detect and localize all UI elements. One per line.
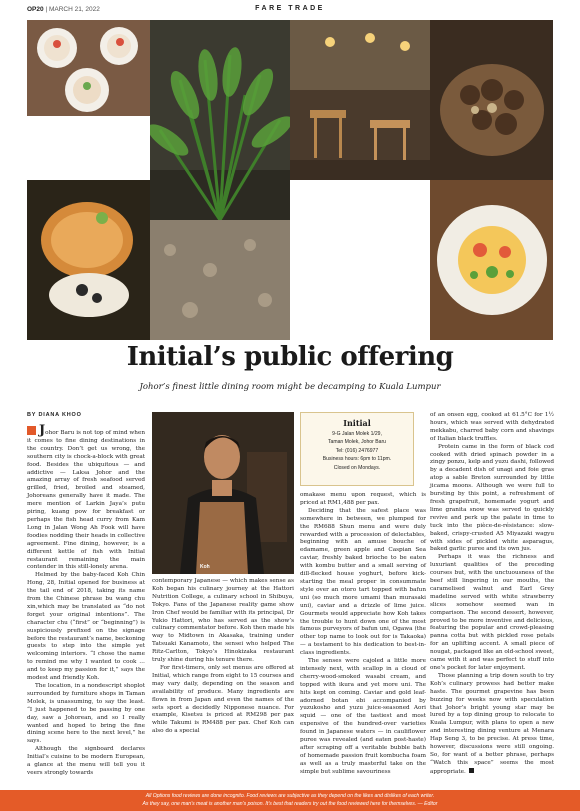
paragraph: For first-timers, only set menus are offered at Initial, which range from eight to 15 courses and may vary daily, depending on the season and availability of produce. Many ingredients are flown in from Japan and even the names of the sets sport a decidedly Nipponese nuance. For example, Kisetsu is priced at RM298 per pax while Takumi is RM488 per pax. Chef Koh can also do a special	[152, 664, 294, 735]
photo-chef-koh	[152, 412, 294, 574]
page-number-label: OP20	[27, 6, 44, 13]
info-address-1: 9-G Jalan Molek 1/29,	[332, 431, 382, 437]
info-closed: Closed on Mondays.	[333, 464, 381, 471]
article-column-2	[152, 578, 294, 736]
article-column-3	[300, 492, 426, 777]
paragraph: contemporary Japanese — which makes sense as Koh began his culinary journey at the Hattori Nutrition College, a culinary school in Shibuya, Tokyo. Fans of the Japanese reality game show Iron Chef would be familiar with its principal, Dr Yukio Hattori, who has served as the show’s culinary commentator before. Koh then made his way to Midtown in Akasaka, training under Tatsuaki Kanamoto, the sensei who helped The Ritz-Carlton, Tokyo’s Hinokizaka restaurant truly shine during his tenure there.	[152, 578, 294, 664]
info-title: Initial	[343, 418, 371, 428]
photo-dish-top-right	[430, 20, 553, 180]
disclaimer-line-2: As they say, one man’s meat is another man’s poison. It’s best that readers try out the food reviewed here for themselves. — Editor	[142, 800, 438, 807]
review-disclaimer-footer	[0, 790, 580, 811]
page-date-text: MARCH 21, 2022	[48, 6, 100, 13]
paragraph-text: Those planning a trip down south to try Koh’s culinary prowess had better make haste. The gourmet grapevine has been buzzing for weeks now with speculation that Johor’s bright young star may be lured by a top dining group to relocate to Kuala Lumpur, with plans to open a new and interesting dining venture at Menara Hap Seng 3, to be precise. At press time, however, discussions were still ongoing. So, for want of a better phrase, perhaps “Watch this space” seems the most appropriate.	[430, 672, 554, 775]
paragraph-text: ohor Baru is not top of mind when it comes to fine dining destinations in the country. Don’t get us wrong, the southern city is chock-a-block with great food. Besides the ubiquitous — and addictive — Laksa Johor and the amazing array of fresh seafood served grilled, fried, broiled and steamed, Johoreans generally have it made. The mere mention of Larkin Jaya’s putu piring, kuang pow for breakfast or perhaps the fish head curry from Kam Long in Jalan Wong Ah Fook will have foodies nodding their heads in collective agreement. Fine dining, however, is a different kettle of fish with Initial restaurant remaining the main contender in this still-lonely arena.	[27, 430, 145, 571]
paragraph: Helmed by the baby-faced Koh Chin Hong, 28, Initial opened for business at the tail end of 2018, taking its name from the Chinese phrase bu wang chu xin,which may be translated as “do not forget your original intentions”. The character chu (“first” or “beginning”) is suspiciously prefixed on the signage before the restaurant’s name, beckoning guests to step into the simple yet welcoming interiors. “I chose the name to remind me why I wanted to cook … and to keep my passion for it,” says the modest and friendly Koh.	[27, 572, 145, 682]
paragraph: The location, in a nondescript shoplot surrounded by furniture shops in Taman Molek, is unassuming, to say the least. “I just happened to be passing by one day, saw a Johorean, and so I really wanted and hoped to bring the fine dining scene here to the next level,” he says.	[27, 683, 145, 745]
disclaimer-line-1: All Options food reviews are done incognito. Food reviews are subjective as they depend on the likes and dislikes of each writer.	[145, 793, 435, 799]
end-mark	[469, 768, 474, 773]
paragraph: Perhaps it was the richness and luxuriant qualities of the preceding courses but, with the unctuousness of the beef still lingering in our mouths, the caramelised walnut and Earl Grey madeline served with white strawberry slices somehow seemed wan in comparison. The second dessert, however, proved to be more inventive and delicious, featuring the popular and crowd-pleasing panna cotta but with pickled rose petals for an uplifting accent. A small piece of nougat, packaged like an old-school sweet, came with it and was perfect to stuff into one’s pocket for later enjoyment.	[430, 554, 554, 671]
section-title: FARE TRADE	[255, 5, 325, 12]
photo-dish-bottom-left	[27, 180, 150, 340]
paragraph: of an onsen egg, cooked at 61.5°C for 1½ hours, which was served with dehydrated mekkabu, charred baby corn and shavings of Italian black truffles.	[430, 412, 554, 442]
article-column-4	[430, 412, 554, 777]
page-date: | MARCH 21, 2022	[45, 6, 100, 13]
photo-plant-interior	[150, 20, 290, 340]
byline: BY DIANA KHOO	[27, 412, 82, 418]
paragraph: Although the signboard declares Initial’s cuisine to be modern European, a glance at the menu will tell you it veers strongly towards	[27, 746, 145, 776]
photo-caption: Koh	[200, 564, 210, 570]
info-address-2: Taman Molek, Johor Baru	[327, 439, 387, 446]
info-hours: Business hours: 6pm to 11pm.	[322, 456, 392, 463]
page-header	[0, 0, 580, 20]
paragraph	[430, 673, 554, 777]
headline: Initial’s public offering	[126, 342, 454, 372]
drop-cap-square	[27, 426, 36, 435]
info-telephone: Tel: (016) 2476977	[335, 447, 379, 454]
paragraph: omakase menu upon request, which is priced at RM1,488 per pax.	[300, 492, 426, 506]
paragraph: Johor Baru is not top of mind when it comes to fine dining destinations in the country. Don’t get us wrong, the southern city is chock-a-block with great food. Besides the ubiquitous — and addictive — Laksa Johor and the amazing array of fresh seafood served grilled, fried, broiled and steamed, Johoreans generally have it made. The mere mention of Larkin Jaya’s putu piring, kuang pow for breakfast or perhaps the fish head curry from Kam Long in Jalan Wong Ah Fook will have foodies nodding their heads in collective agreement. Fine dining, however, is a different kettle of fish with Initial restaurant remaining the main contender in this still-lonely arena.	[27, 423, 145, 571]
paragraph: The senses were cajoled a little more intensely next, with scallop in a cloud of cherry-wood-smoked wasabi cream, and topped with ikura and yet more uni. The hits kept on coming. Caviar and gold leaf-adorned botan ebi accompanied by yuzukosho and yuzu juice-seasoned Aori squid — one of the tastiest and most expensive of the hundred-over varieties found in Japanese waters — in cauliflower puree was revealed (and eaten post-haste) after scraping off a veritable bubble bath of homemade passion fruit kombucha foam as well as a truly masterful take on the simple but sublime savouriness	[300, 658, 426, 775]
photo-dish-top-left	[27, 20, 150, 116]
photo-dining-room	[290, 20, 430, 180]
article-column-1	[27, 423, 145, 778]
paragraph: Protein came in the form of black cod cooked with dried spinach powder in a zingy ponzu, kelp and yuzu dashi, followed by a decadent dish of unagi and foie gras atop a sable Breton surrounded by little jicama moons. Although we were full to bursting by this point, a refreshment of fresh grapefruit, homemade yogurt and lime granita snow was served to quickly revive and perk up the palate in time to tuck into the pièce-de-résistance: slow-baked, crispy-crusted A5 Miyazaki wagyu with sides of pickled white asparagus, baked garlic puree and its own jus.	[430, 443, 554, 553]
standfirst: Johor’s finest little dining room might be decamping to Kuala Lumpur	[139, 382, 441, 392]
photo-dish-bottom-right	[430, 180, 553, 340]
paragraph: Deciding that the safest place was somewhere in between, we plumped for the RM688 Shun menu and were duly rewarded with a procession of delectables, beginning with an amuse bouche of edamame, green apple and Caspian Sea caviar, freshly baked brioche to be eaten with kombu butter and a small serving of dill-flecked house yoghurt, before kick-starting the meal proper in consummate style over an otoro tart topped with bafun uni (so much more umami than murasaki uni), caviar and a drizzle of lime juice. Gourmets would appreciate how Koh takes the trouble to hunt down one of the most famous purveyors of bafun uni, Ogawa (the other top name to look out for is Takaoka) — a testament to his dedication to best-in-class ingredients.	[300, 507, 426, 657]
restaurant-info-box	[300, 412, 414, 486]
